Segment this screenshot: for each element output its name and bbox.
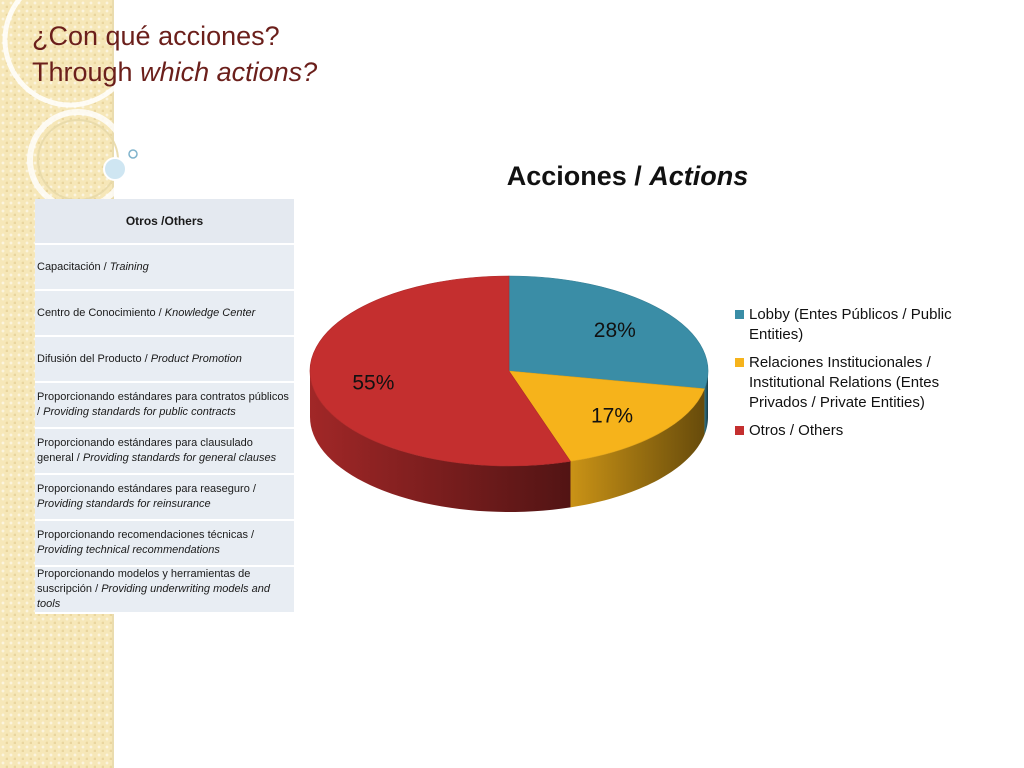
legend-item xyxy=(735,353,985,413)
title-english-italic: which actions? xyxy=(140,57,318,87)
row-text-es: Proporcionando modelos y herramientas de suscripción / xyxy=(37,568,251,595)
row-text-es: Difusión del Producto / xyxy=(37,352,151,365)
row-text-en: Providing underwriting models and tools xyxy=(37,583,270,610)
title-english-plain: Through xyxy=(32,57,141,87)
table-header: Otros /Others xyxy=(35,199,294,244)
row-text-es: Proporcionando estándares para contratos públicos / xyxy=(37,391,289,418)
row-text-es: Capacitación / xyxy=(37,260,110,273)
row-text-en: Knowledge Center xyxy=(164,306,256,319)
pie-data-label-0: 28% xyxy=(593,319,636,343)
legend-swatch xyxy=(735,310,744,319)
row-text-en: Providing technical recommendations xyxy=(37,544,220,556)
legend-item xyxy=(735,421,985,441)
row-text-es: Proporcionando estándares para clausulado general / xyxy=(37,437,253,464)
row-text-en: Providing standards for reinsurance xyxy=(37,498,211,510)
legend-label: Relaciones Institucionales / Institutional Relations (Entes Privados / Private Entities) xyxy=(749,354,940,411)
row-text-es: Centro de Conocimiento / xyxy=(37,306,165,319)
row-text-en: Providing standards for general clauses xyxy=(82,452,277,464)
title-spanish: ¿Con qué acciones? xyxy=(32,21,280,51)
row-text-en: Providing standards for public contracts xyxy=(43,406,236,418)
legend-label: Lobby (Entes Públicos / Public Entities) xyxy=(749,306,952,343)
row-text-es: Proporcionando estándares para reaseguro / xyxy=(37,483,256,495)
row-text-en: Training xyxy=(109,260,149,273)
row-text-en: Product Promotion xyxy=(150,352,242,365)
row-text-es: Proporcionando recomendaciones técnicas / xyxy=(37,529,255,541)
legend-label: Otros / Others xyxy=(749,422,844,439)
chart-title-italic: Actions xyxy=(649,161,749,191)
chart-title-plain: Acciones / xyxy=(506,161,650,191)
legend-swatch xyxy=(735,358,744,367)
legend-item xyxy=(735,305,985,345)
pie-data-label-1: 17% xyxy=(590,404,634,428)
chart-legend xyxy=(735,305,985,449)
pie-data-label-2: 55% xyxy=(352,371,395,395)
legend-swatch xyxy=(735,426,744,435)
